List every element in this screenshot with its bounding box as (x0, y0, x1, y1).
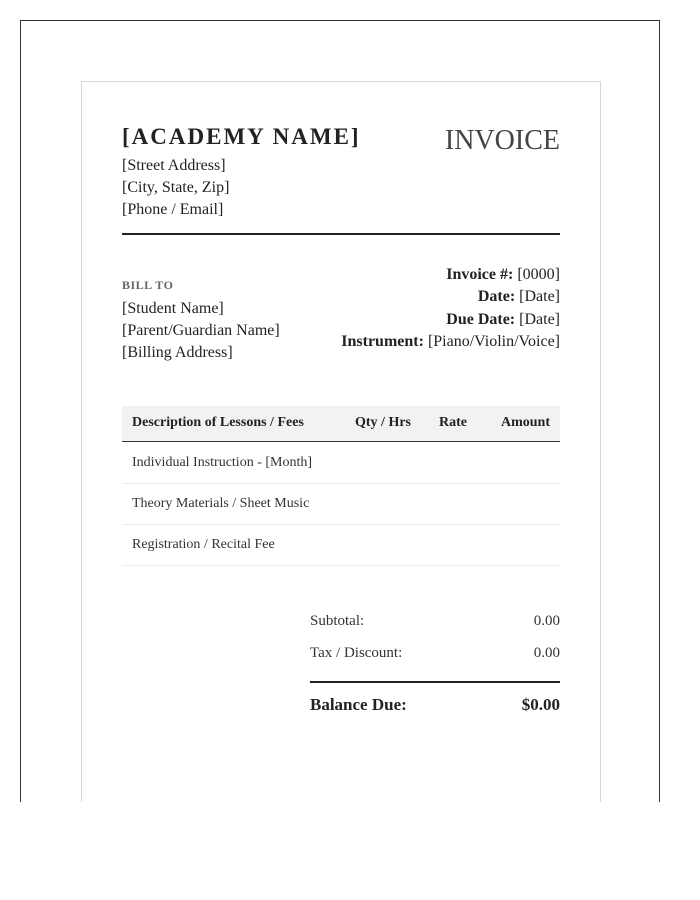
row-description: Individual Instruction - [Month] (132, 455, 313, 470)
row-description: Registration / Recital Fee (132, 537, 275, 552)
invoice-date (478, 288, 560, 306)
totals-divider (310, 681, 560, 683)
bill-to-label: BILL TO (122, 278, 174, 292)
due-date-value: [Date] (519, 311, 560, 328)
column-header-qty: Qty / Hrs (355, 415, 411, 430)
balance-due-label: Balance Due: (310, 695, 407, 714)
academy-name: [ACADEMY NAME] (122, 124, 361, 149)
subtotal-value: 0.00 (533, 613, 560, 629)
student-name: [Student Name] (122, 300, 224, 317)
invoice-number-label: Invoice #: (446, 266, 514, 283)
due-date-label: Due Date: (446, 311, 516, 328)
table-row (122, 443, 560, 484)
subtotal-label: Subtotal: (310, 613, 365, 629)
invoice-title: INVOICE (444, 125, 560, 156)
instrument-label: Instrument: (341, 333, 424, 350)
header-divider (122, 233, 560, 235)
row-description: Theory Materials / Sheet Music (132, 496, 310, 511)
tax-discount-label: Tax / Discount: (310, 645, 403, 661)
column-header-description: Description of Lessons / Fees (132, 415, 304, 430)
phone-email: [Phone / Email] (122, 201, 224, 218)
column-header-rate: Rate (439, 415, 467, 430)
billing-address: [Billing Address] (122, 344, 233, 361)
table-row (122, 484, 560, 525)
instrument-value: [Piano/Violin/Voice] (427, 333, 560, 350)
table-header (122, 406, 560, 442)
invoice-date-value: [Date] (519, 288, 560, 305)
street-address: [Street Address] (122, 157, 226, 174)
tax-discount-value: 0.00 (533, 645, 560, 661)
city-state-zip: [City, State, Zip] (122, 179, 230, 196)
invoice-date-label: Date: (477, 288, 516, 305)
due-date (446, 311, 560, 329)
invoice-number-value: [0000] (517, 266, 560, 283)
table-row (122, 525, 560, 566)
invoice-number (446, 266, 560, 284)
instrument (341, 333, 560, 351)
column-header-amount: Amount (500, 415, 550, 430)
guardian-name: [Parent/Guardian Name] (122, 322, 280, 339)
balance-due-value: $0.00 (521, 695, 560, 714)
